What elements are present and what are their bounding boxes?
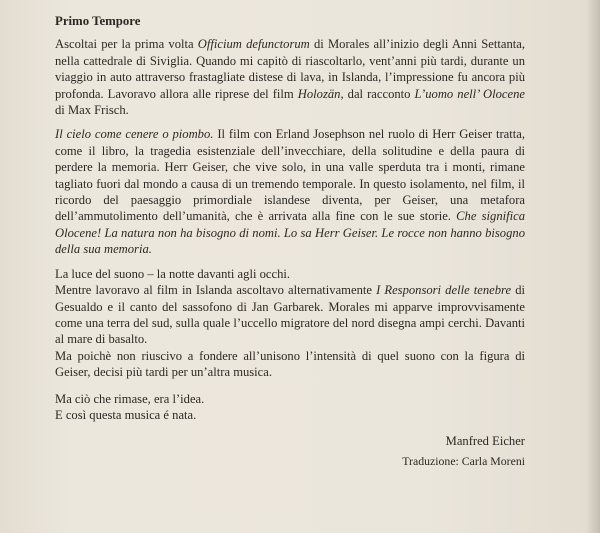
paragraph-4-line-2: E così questa musica é nata. [55,407,197,422]
paragraph-3-block [55,266,525,381]
paragraph-3-tail: Ma poichè non riuscivo a fondere all’unisono l’intensità di quel suono con la figura di Geiser, decisi più tardi per un’altra musica. [55,348,525,380]
p1-run: L’uomo nell’ Olocene [414,86,525,101]
text-column [55,13,525,469]
paragraph-2 [55,126,525,257]
p2-run: Il film con Erland Josephson nel ruolo di Herr Geiser tratta, come il libro, la tragedia esistenziale dell’invecchiare, della solitudine e della paura di perdere la memoria. Herr Geiser, che vive solo, in una valle sperduta tra i monti, rimane tagliato fuori dal mondo a causa di un tremendo temporale. In questo isolamento, nel film, il ricordo del paesaggio primordiale islandese diventa, per Geiser, una metafora dell’ammutolimento dell’umanità, che è arrivata alla fine con le sue storie. [55,127,525,224]
page-fold-shadow [586,0,600,533]
section-heading: Primo Tempore [55,14,141,28]
p3-run: I Responsori delle tenebre [376,283,512,298]
p1-run: di Morales all’inizio degli Anni Settanta, nella cattedrale di Siviglia. Quando mi capitò di riascoltarlo, vent’anni più tardi, durante un viaggio in auto attraverso frastagliate distese di lava, in Islanda, l’impressione fu ancora più profonda. Lavoravo allora alle riprese del film [55,37,525,101]
paragraph-3-line-1: La luce del suono – la notte davanti agli occhi. [55,266,291,281]
paragraph-4-block [55,391,525,424]
p1-run: Officium defunctorum [197,37,310,52]
p3-run: di Gesualdo e il canto del sassofono di Jan Garbarek. Morales mi apparve improvvisamente come una terra del sud, sulla quale l’uccello migratore del nord disegna ampi cerchi. Davanti al mare di basalto. [55,283,525,347]
p2-run: Che significa Olocene! La natura non ha bisogno di nomi. Lo sa Herr Geiser. Le rocce non hanno bisogno della sua memoria. [55,209,526,257]
p1-run: Holozän [297,86,341,101]
translator-credit: Traduzione: Carla Moreni [402,453,525,468]
p3-run: Mentre lavoravo al film in Islanda ascoltavo alternativamente [55,283,377,298]
author-signature: Manfred Eicher [445,434,525,449]
p1-run: di Max Frisch. [55,103,129,118]
p1-run: Ascoltai per la prima volta [55,37,198,52]
paragraph-1 [55,36,525,118]
paragraph-3 [55,282,525,348]
p2-run: Il cielo come cenere o piombo. [55,127,214,142]
paragraph-4-line-1: Ma ciò che rimase, era l’idea. [55,391,205,406]
p1-run: , dal racconto [340,86,415,101]
